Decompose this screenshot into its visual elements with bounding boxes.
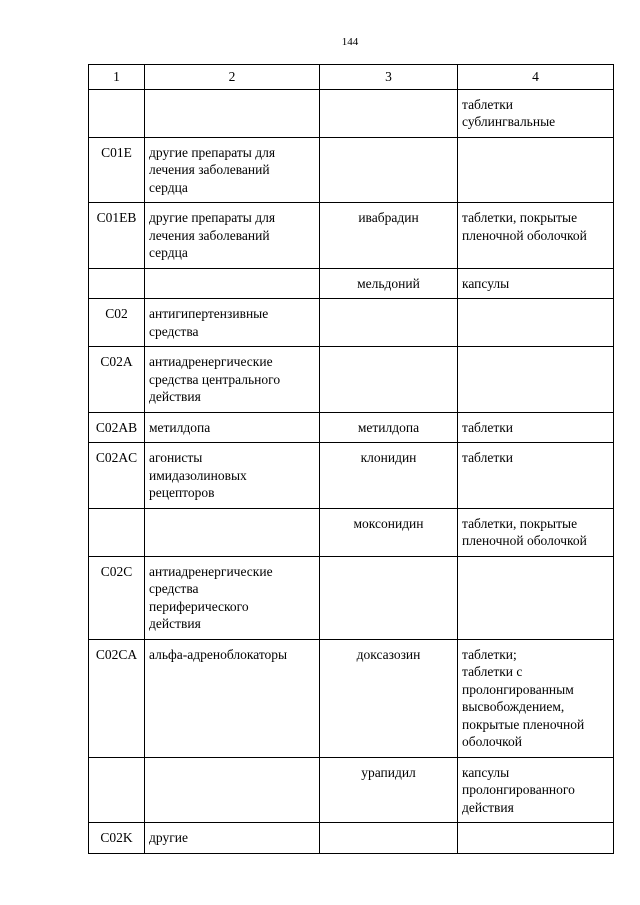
table-row — [89, 89, 614, 137]
atc-name-cell: антигипертензивные средства — [145, 299, 320, 347]
atc-code-cell — [89, 268, 145, 299]
atc-code-cell: C02AC — [89, 443, 145, 509]
dosage-form-cell: таблетки, покрытые пленочной оболочкой — [458, 203, 614, 269]
header-col-1: 1 — [89, 65, 145, 90]
header-col-3: 3 — [320, 65, 458, 90]
atc-name-cell: агонисты имидазолиновых рецепторов — [145, 443, 320, 509]
dosage-form-cell: капсулы — [458, 268, 614, 299]
table-row — [89, 757, 614, 823]
table-row — [89, 823, 614, 854]
inn-cell: метилдопа — [320, 412, 458, 443]
dosage-form-cell — [458, 556, 614, 639]
atc-code-cell: C01E — [89, 137, 145, 203]
dosage-form-cell: таблетки — [458, 412, 614, 443]
dosage-form-cell — [458, 299, 614, 347]
inn-cell — [320, 823, 458, 854]
dosage-form-cell: таблетки — [458, 443, 614, 509]
atc-name-cell: другие — [145, 823, 320, 854]
atc-name-cell: другие препараты для лечения заболеваний сердца — [145, 137, 320, 203]
atc-name-cell — [145, 508, 320, 556]
table-row — [89, 347, 614, 413]
inn-cell: ивабрадин — [320, 203, 458, 269]
table-row — [89, 412, 614, 443]
atc-code-cell — [89, 508, 145, 556]
atc-name-cell: антиадренергические средства периферического действия — [145, 556, 320, 639]
table-row — [89, 268, 614, 299]
inn-cell — [320, 556, 458, 639]
dosage-form-cell: таблетки, покрытые пленочной оболочкой — [458, 508, 614, 556]
atc-code-cell: C02K — [89, 823, 145, 854]
dosage-form-cell: таблетки; таблетки с пролонгированным высвобождением, покрытые пленочной оболочкой — [458, 639, 614, 757]
atc-name-cell — [145, 89, 320, 137]
atc-code-cell: C02C — [89, 556, 145, 639]
inn-cell: доксазозин — [320, 639, 458, 757]
inn-cell — [320, 89, 458, 137]
inn-cell — [320, 347, 458, 413]
inn-cell: мельдоний — [320, 268, 458, 299]
atc-code-cell: C01EB — [89, 203, 145, 269]
atc-code-cell — [89, 89, 145, 137]
dosage-form-cell — [458, 823, 614, 854]
dosage-form-cell — [458, 137, 614, 203]
table-row — [89, 299, 614, 347]
inn-cell — [320, 299, 458, 347]
header-col-2: 2 — [145, 65, 320, 90]
atc-code-cell — [89, 757, 145, 823]
atc-code-cell: C02 — [89, 299, 145, 347]
atc-name-cell — [145, 268, 320, 299]
table-row — [89, 508, 614, 556]
atc-code-cell: C02CA — [89, 639, 145, 757]
inn-cell: моксонидин — [320, 508, 458, 556]
atc-name-cell: метилдопа — [145, 412, 320, 443]
table-header-row — [89, 65, 614, 90]
atc-name-cell: альфа-адреноблокаторы — [145, 639, 320, 757]
table-row — [89, 556, 614, 639]
dosage-form-cell: таблетки сублингвальные — [458, 89, 614, 137]
inn-cell: клонидин — [320, 443, 458, 509]
inn-cell — [320, 137, 458, 203]
atc-code-cell: C02A — [89, 347, 145, 413]
page-number: 144 — [341, 36, 359, 48]
atc-name-cell — [145, 757, 320, 823]
table-row — [89, 203, 614, 269]
dosage-form-cell: капсулы пролонгированного действия — [458, 757, 614, 823]
table-row — [89, 443, 614, 509]
dosage-form-cell — [458, 347, 614, 413]
atc-name-cell: антиадренергические средства центрального действия — [145, 347, 320, 413]
inn-cell: урапидил — [320, 757, 458, 823]
table-row — [89, 639, 614, 757]
header-col-4: 4 — [458, 65, 614, 90]
drug-table — [88, 64, 614, 854]
atc-name-cell: другие препараты для лечения заболеваний сердца — [145, 203, 320, 269]
atc-code-cell: C02AB — [89, 412, 145, 443]
table-row — [89, 137, 614, 203]
